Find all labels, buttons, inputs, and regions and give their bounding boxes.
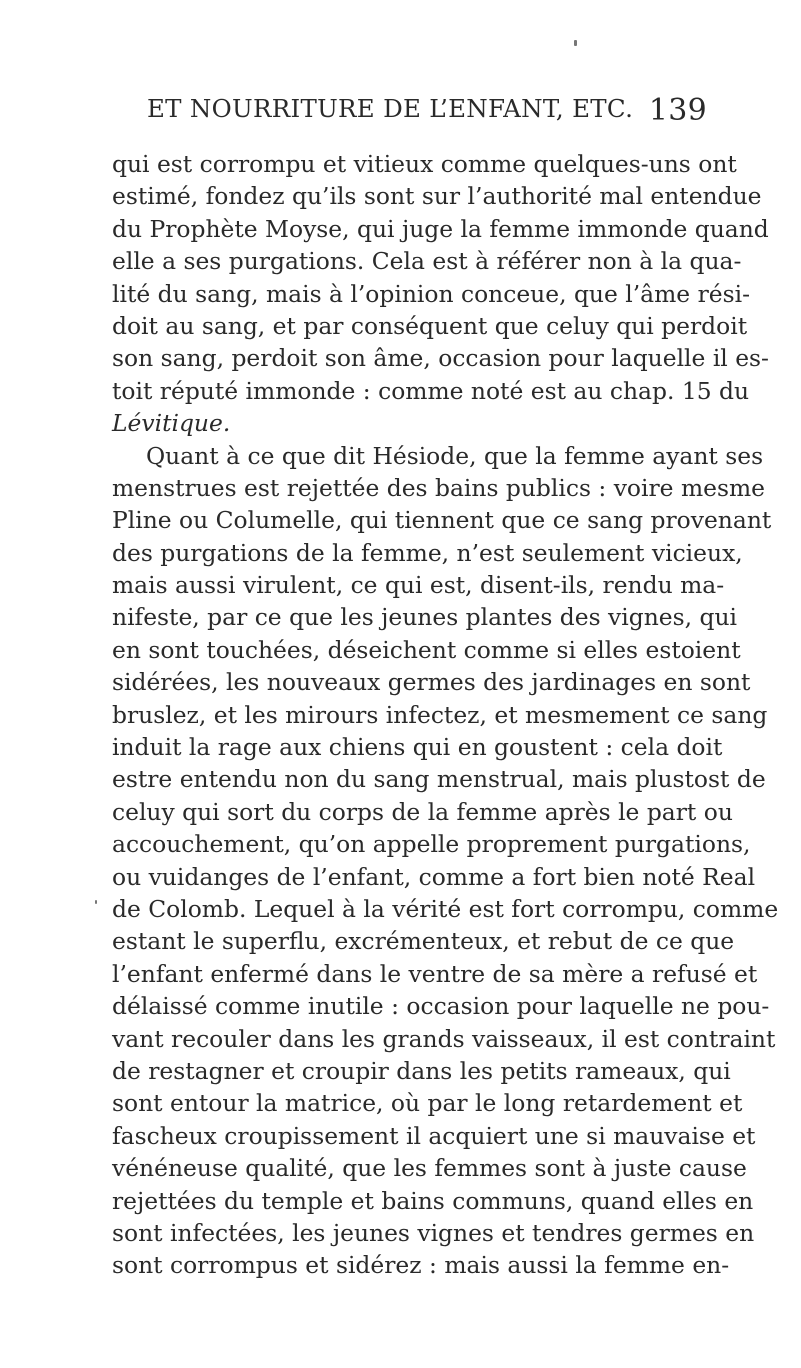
text-line: bruslez, et les mirours infectez, et mesmement ce sang [112,700,768,729]
text-line: sont infectées, les jeunes vignes et tendres germes en [112,1218,755,1247]
text-line: en sont touchées, déseichent comme si elles estoient [112,635,741,664]
text-line: celuy qui sort du corps de la femme après le part ou [112,797,733,826]
text-line: lité du sang, mais à l’opinion conceue, que l’âme rési- [112,279,750,308]
text-line: Pline ou Columelle, qui tiennent que ce sang provenant [112,506,772,535]
text-line: sont entour la matrice, où par le long retardement et [112,1089,743,1118]
text-line: l’enfant enfermé dans le ventre de sa mère a refusé et [112,959,758,988]
text-line: vénéneuse qualité, que les femmes sont à juste cause [112,1154,747,1183]
text-line: estant le superflu, excrémenteux, et rebut de ce que [112,927,735,956]
text-line: vant recouler dans les grands vaisseaux, il est contraint [112,1024,776,1053]
text-line: sidérées, les nouveaux germes des jardinages en sont [112,668,751,697]
text-line: menstrues est rejettée des bains publics : voire mesme [112,473,766,502]
text-line: mais aussi virulent, ce qui est, disent-ils, rendu ma- [112,571,725,600]
text-line-italic: Lévitique. [112,409,231,438]
text-line: accouchement, qu’on appelle proprement purgations, [112,830,751,859]
text-line: sont corrompus et sidérez : mais aussi la femme en- [112,1251,730,1280]
text-line: délaissé comme inutile : occasion pour laquelle ne pou- [112,992,770,1021]
text-line: nifeste, par ce que les jeunes plantes des vignes, qui [112,603,738,632]
text-line: estimé, fondez qu’ils sont sur l’authorité mal entendue [112,182,762,211]
text-line: fascheux croupissement il acquiert une si mauvaise et [112,1121,756,1150]
text-line: rejettées du temple et bains communs, quand elles en [112,1186,754,1215]
text-line: qui est corrompu et vitieux comme quelques-uns ont [112,150,737,178]
page-header [147,94,707,134]
text-line: toit réputé immonde : comme noté est au chap. 15 du [112,376,750,405]
paper-speck [95,900,97,904]
text-line: estre entendu non du sang menstrual, mais plustost de [112,765,766,794]
text-line: son sang, perdoit son âme, occasion pour laquelle il es- [112,344,769,373]
text-line: induit la rage aux chiens qui en goustent : cela doit [112,733,723,762]
paper-speck [574,40,577,46]
page-number: 139 [648,93,707,128]
text-line: doit au sang, et par conséquent que celuy qui perdoit [112,311,748,340]
text-line: du Prophète Moyse, qui juge la femme immonde quand [112,214,769,243]
text-line: elle a ses purgations. Cela est à référer non à la qua- [112,247,742,276]
body-text [112,148,779,1282]
text-line: de restagner et croupir dans les petits rameaux, qui [112,1056,731,1085]
text-line: des purgations de la femme, n’est seulement vicieux, [112,538,743,567]
paragraph-first-line: Quant à ce que dit Hésiode, que la femme ayant ses [146,441,764,470]
text-line: ou vuidanges de l’enfant, comme a fort bien noté Real [112,862,756,891]
text-line: de Colomb. Lequel à la vérité est fort corrompu, comme [112,894,779,923]
running-title: ET NOURRITURE DE L’ENFANT, ETC. [147,94,634,123]
